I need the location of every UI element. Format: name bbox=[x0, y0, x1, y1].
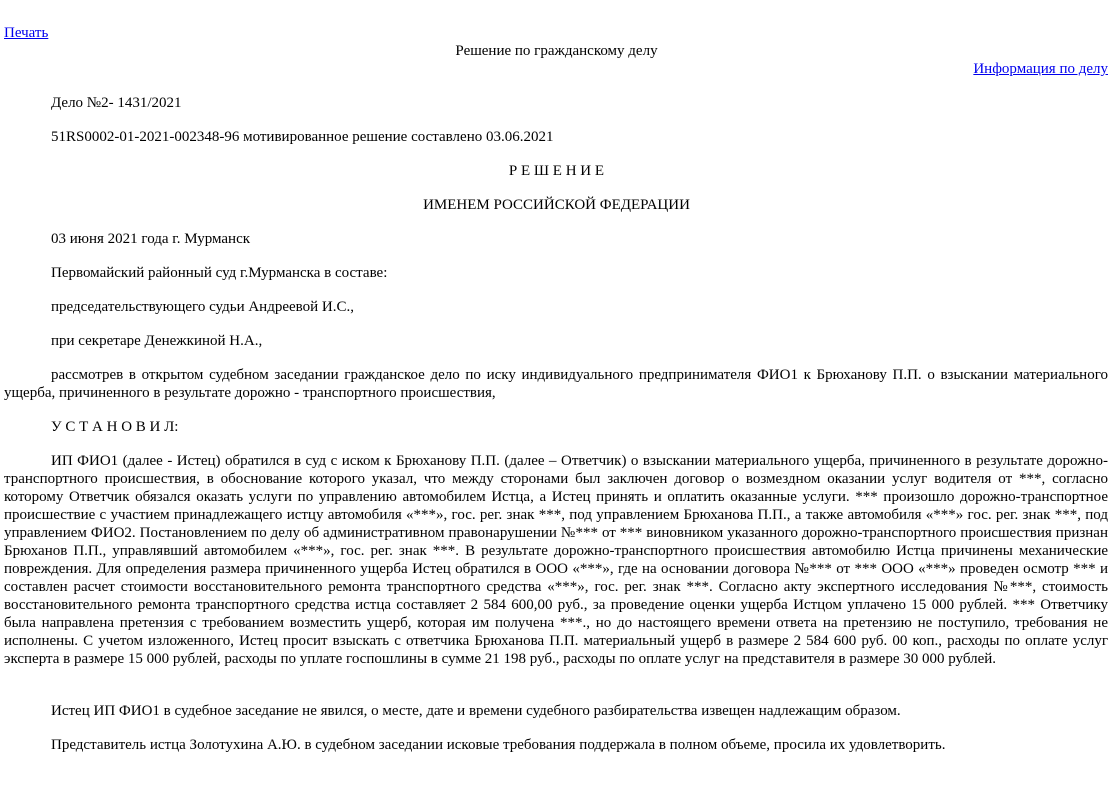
page-title: Решение по гражданскому делу bbox=[455, 43, 658, 59]
considered-paragraph bbox=[4, 366, 1108, 402]
in-the-name-text: ИМЕНЕМ РОССИЙСКОЙ ФЕДЕРАЦИИ bbox=[423, 197, 690, 213]
representative-paragraph bbox=[4, 736, 1108, 754]
representative-text: Представитель истца Золотухина А.Ю. в судебном заседании исковые требования поддержала в полном объеме, просила их удовлетворить. bbox=[51, 737, 946, 753]
date-place: 03 июня 2021 года г. Мурманск bbox=[51, 231, 251, 247]
decision-heading bbox=[0, 162, 1113, 180]
judge: председательствующего судьи Андреевой И.С., bbox=[51, 299, 355, 315]
claim-text: ИП ФИО1 (далее - Истец) обратился в суд с иском к Брюханову П.П. (далее – Ответчик) о взыскании материального ущерба, причиненного в результате дорожно-транспортного происшествия, в обоснование которого указал, что между сторонами был заключен договор о возмездном оказании услуг водителя от ***, согласно которому Ответчик обязался оказать услуги по управлению автомобилем Истца, а Истец принять и оплатить оказанные услуги. *** произошло дорожно-транспортное происшествие с участием принадлежащего истцу автомобиля «***», гос. рег. знак ***, под управлением Брюханова П.П., а также автомобиля «***» гос. рег. знак ***, под управлением ФИО2. Постановлением по делу об административном правонарушении №*** от *** виновником указанного дорожно-транспортного происшествия признан Брюханов П.П., управлявший автомобилем «***», гос. рег. знак ***. В результате дорожно-транспортного происшествия автомобилю Истца причинены механические повреждения. Для определения размера причиненного ущерба Истец обратился в ООО «***», где на основании договора №*** от *** ООО «***» проведен осмотр *** и составлен расчет стоимости восстановительного ремонта транспортного средства «***», гос. рег. знак ***. Согласно акту экспертного исследования №***, стоимость восстановительного ремонта транспортного средства истца составляет 2 584 600,00 руб., за проведение оценки ущерба Истцом уплачено 15 000 рублей. *** Ответчику была направлена претензия с требованием возместить ущерб, которая им получена ***., но до настоящего времени ответа на претензию не поступило, требования не исполнены. С учетом изложенного, Истец просит взыскать с ответчика Брюханова П.П. материальный ущерб в размере 2 584 600 руб. 00 коп., расходы по оплате услуг эксперта в размере 15 000 рублей, расходы по уплате госпошлины в сумме 21 198 руб., расходы по оплате услуг на представителя в размере 30 000 рублей. bbox=[4, 453, 1108, 667]
case-info-link[interactable]: Информация по делу bbox=[973, 61, 1108, 77]
case-number-line bbox=[4, 94, 1108, 112]
established-heading: У С Т А Н О В И Л: bbox=[51, 419, 179, 435]
secretary-line bbox=[4, 332, 1108, 350]
decision-heading-text: Р Е Ш Е Н И Е bbox=[508, 163, 605, 179]
secretary: при секретаре Денежкиной Н.А., bbox=[51, 333, 263, 349]
court: Первомайский районный суд г.Мурманска в составе: bbox=[51, 265, 388, 281]
case-number: Дело №2- 1431/2021 bbox=[51, 95, 182, 111]
claim-paragraph bbox=[4, 452, 1108, 668]
case-id: 51RS0002-01-2021-002348-96 мотивированное решение составлено 03.06.2021 bbox=[51, 129, 554, 145]
plaintiff-absent-text: Истец ИП ФИО1 в судебное заседание не явился, о месте, дате и времени судебного разбирательства извещен надлежащим образом. bbox=[51, 703, 901, 719]
considered-text: рассмотрев в открытом судебном заседании гражданское дело по иску индивидуального предпринимателя ФИО1 к Брюханову П.П. о взыскании материального ущерба, причиненного в результате дорожно - транспортного происшествия, bbox=[4, 367, 1108, 401]
print-link[interactable]: Печать bbox=[4, 25, 49, 41]
court-line bbox=[4, 264, 1108, 282]
case-id-line bbox=[4, 128, 1108, 146]
date-place-line bbox=[4, 230, 1108, 248]
in-the-name-heading bbox=[0, 196, 1113, 214]
judge-line bbox=[4, 298, 1108, 316]
established-heading-line bbox=[4, 418, 1108, 436]
plaintiff-absent-paragraph bbox=[4, 702, 1108, 720]
